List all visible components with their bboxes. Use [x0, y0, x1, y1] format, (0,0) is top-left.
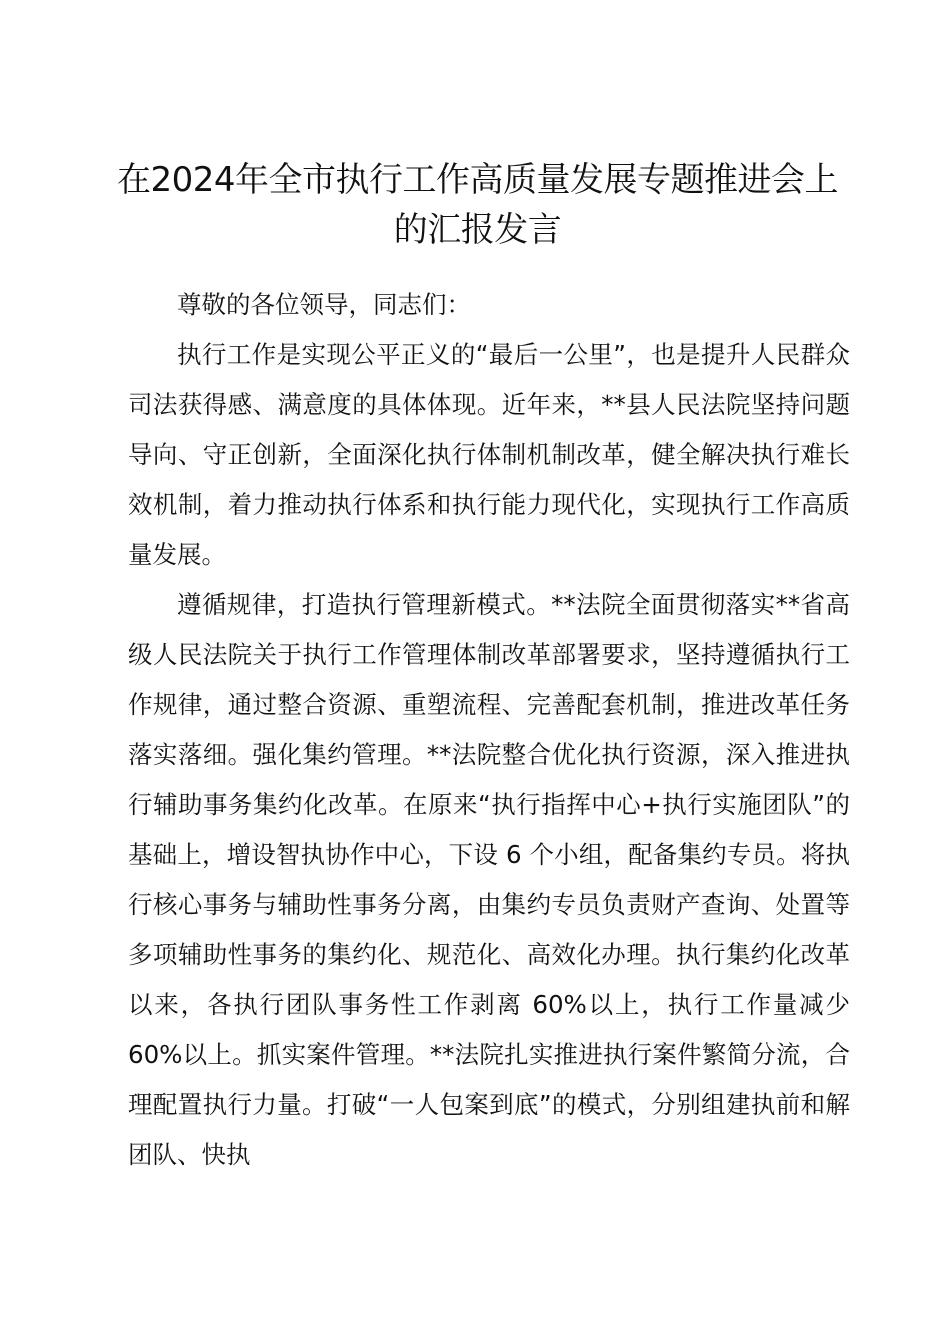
salutation: 尊敬的各位领导，同志们：	[177, 290, 471, 319]
document-title: 在2024年全市执行工作高质量发展专题推进会上的汇报发言	[116, 160, 839, 250]
paragraph-intro: 执行工作是实现公平正义的“最后一公里”，也是提升人民群众司法获得感、满意度的具体体现。近年来，**县人民法院坚持问题导向、守正创新，全面深化执行体制机制改革，健全解决执行难长效机制，着力推动执行体系和执行能力现代化，实现执行工作高质量发展。	[128, 340, 850, 569]
paragraph-reform: 遵循规律，打造执行管理新模式。**法院全面贯彻落实**省高级人民法院关于执行工作管理体制改革部署要求，坚持遵循执行工作规律，通过整合资源、重塑流程、完善配套机制，推进改革任务落实落细。强化集约管理。**法院整合优化执行资源，深入推进执行辅助事务集约化改革。在原来“执行指挥中心+执行实施团队”的基础上，增设智执协作中心，下设 6 个小组，配备集约专员。将执行核心事务与辅助性事务分离，由集约专员负责财产查询、处置等多项辅助性事务的集约化、规范化、高效化办理。执行集约化改革以来，各执行团队事务性工作剥离 60%以上，执行工作量减少 60%以上。抓实案件管理。**法院扎实推进执行案件繁简分流，合理配置执行力量。打破“一人包案到底”的模式，分别组建执前和解团队、快执	[128, 590, 850, 1169]
document-body	[128, 280, 850, 1180]
